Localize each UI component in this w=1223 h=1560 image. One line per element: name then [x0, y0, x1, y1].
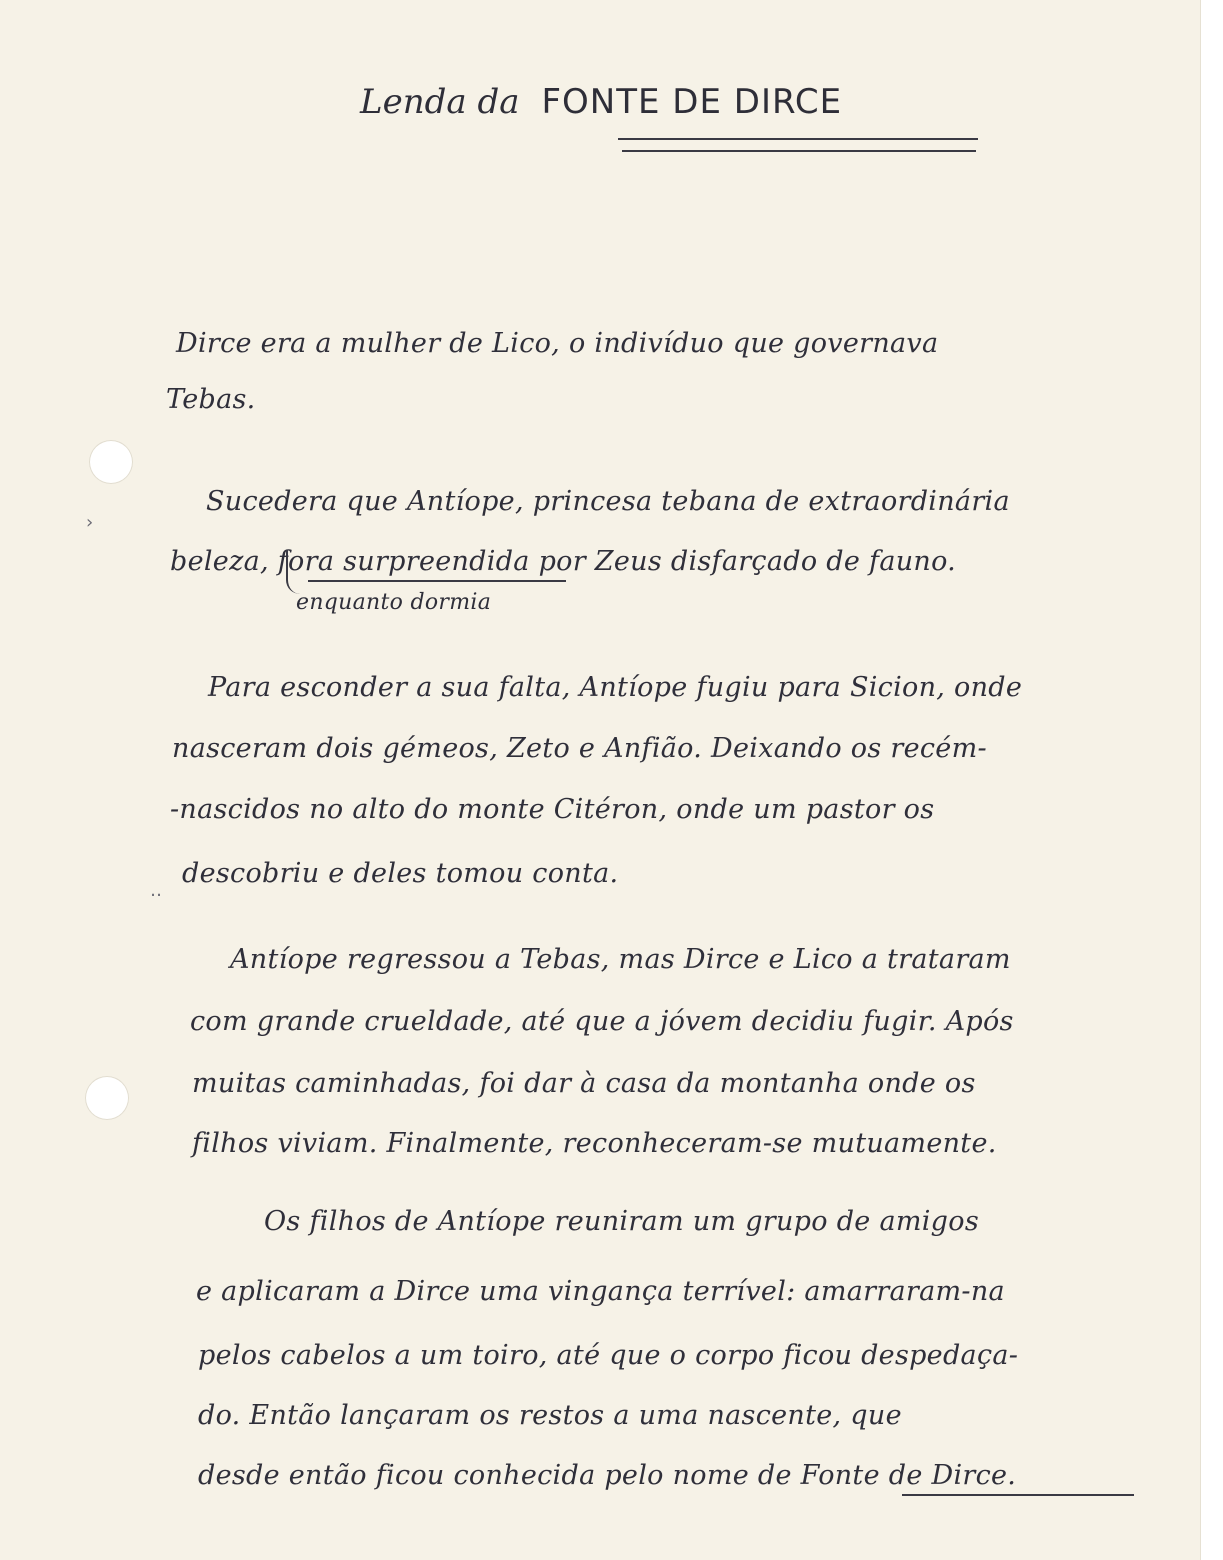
paragraph-4-line-1: Antíope regressou a Tebas, mas Dirce e Lico a trataram [230, 944, 1011, 975]
title-lead: Lenda da [360, 82, 520, 122]
paragraph-5-line-3: pelos cabelos a um toiro, até que o corpo ficou despedaça- [198, 1340, 1019, 1371]
paragraph-5-line-5: desde então ficou conhecida pelo nome de Fonte de Dirce. [198, 1460, 1017, 1491]
paragraph-3-line-2: nasceram dois gémeos, Zeto e Anfião. Deixando os recém- [172, 733, 987, 764]
stray-pencil-mark: › [86, 512, 94, 533]
paragraph-2-insertion: enquanto dormia [296, 590, 492, 615]
insertion-bracket [286, 550, 308, 594]
paragraph-1-line-2: Tebas. [166, 384, 256, 415]
paragraph-5-line-2: e aplicaram a Dirce uma vingança terrível: amarraram-na [196, 1276, 1005, 1307]
paragraph-5-line-4: do. Então lançaram os restos a uma nascente, que [198, 1400, 902, 1431]
paragraph-2-line-1: Sucedera que Antíope, princesa tebana de extraordinária [206, 486, 1010, 517]
paragraph-3-line-1: Para esconder a sua falta, Antíope fugiu para Sicion, onde [208, 672, 1023, 703]
paragraph-3-line-4: descobriu e deles tomou conta. [182, 858, 619, 889]
insertion-underline [308, 580, 566, 582]
fonte-de-dirce-underline [902, 1494, 1134, 1496]
paragraph-4-line-3: muitas caminhadas, foi dar à casa da montanha onde os [192, 1068, 976, 1099]
title-main: FONTE DE DIRCE [541, 82, 843, 122]
paragraph-2-line-2: beleza, fora surpreendida por Zeus disfarçado de fauno. [170, 546, 957, 577]
paragraph-3-line-3: -nascidos no alto do monte Citéron, onde um pastor os [170, 794, 935, 825]
paragraph-5-line-1: Os filhos de Antíope reuniram um grupo de amigos [264, 1206, 979, 1237]
paragraph-4-line-4: filhos viviam. Finalmente, reconheceram-se mutuamente. [192, 1128, 997, 1159]
stray-dots-mark: ‥ [150, 880, 163, 901]
paragraph-4-line-2: com grande crueldade, até que a jóvem decidiu fugir. Após [190, 1006, 1014, 1037]
paragraph-1-line-1: Dirce era a mulher de Lico, o indivíduo que governava [176, 328, 939, 359]
